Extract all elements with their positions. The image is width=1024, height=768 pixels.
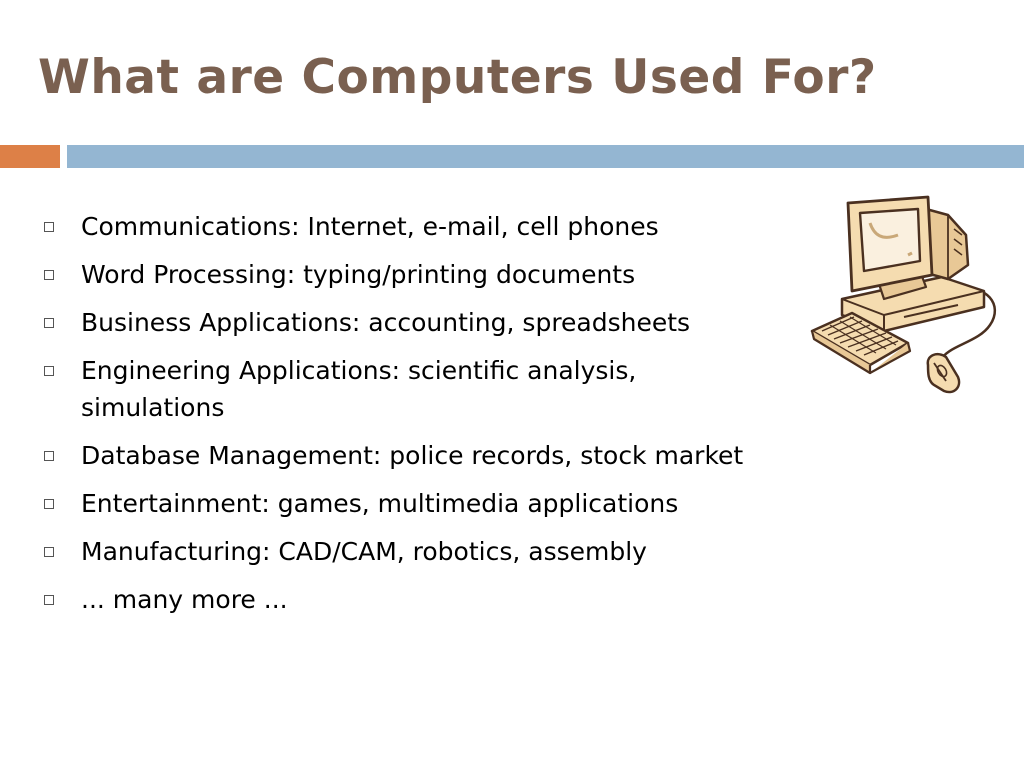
- list-item-text: Business Applications: accounting, spreadsheets: [81, 308, 691, 337]
- list-item-text: Manufacturing: CAD/CAM, robotics, assembly: [81, 537, 647, 566]
- list-item-text: Database Management: police records, stock market: [81, 441, 744, 470]
- list-item-text: ... many more ...: [81, 585, 288, 614]
- hollow-square-bullet-icon: [44, 451, 54, 461]
- mouse-icon: [928, 354, 959, 392]
- hollow-square-bullet-icon: [44, 270, 54, 280]
- list-item-text: Word Processing: typing/printing documents: [81, 260, 636, 289]
- hollow-square-bullet-icon: [44, 499, 54, 509]
- list-item: [44, 352, 764, 426]
- hollow-square-bullet-icon: [44, 547, 54, 557]
- list-item: [44, 256, 764, 293]
- hollow-square-bullet-icon: [44, 318, 54, 328]
- list-item-text: Entertainment: games, multimedia applications: [81, 489, 679, 518]
- hollow-square-bullet-icon: [44, 595, 54, 605]
- monitor-screen-icon: [860, 209, 920, 271]
- list-item: [44, 533, 764, 570]
- list-item-text: Communications: Internet, e-mail, cell phones: [81, 212, 659, 241]
- list-item: [44, 485, 764, 522]
- list-item: [44, 304, 764, 341]
- accent-bar-blue: [67, 145, 1024, 168]
- list-item: [44, 581, 764, 618]
- list-item: [44, 437, 764, 474]
- computer-clipart-icon: [808, 195, 1000, 413]
- list-item: [44, 208, 764, 245]
- list-item-text: Engineering Applications: scientific analysis, simulations: [81, 356, 637, 422]
- accent-bar-orange: [0, 145, 60, 168]
- hollow-square-bullet-icon: [44, 366, 54, 376]
- bullet-list: [44, 208, 764, 629]
- hollow-square-bullet-icon: [44, 222, 54, 232]
- slide-title: What are Computers Used For?: [38, 50, 877, 105]
